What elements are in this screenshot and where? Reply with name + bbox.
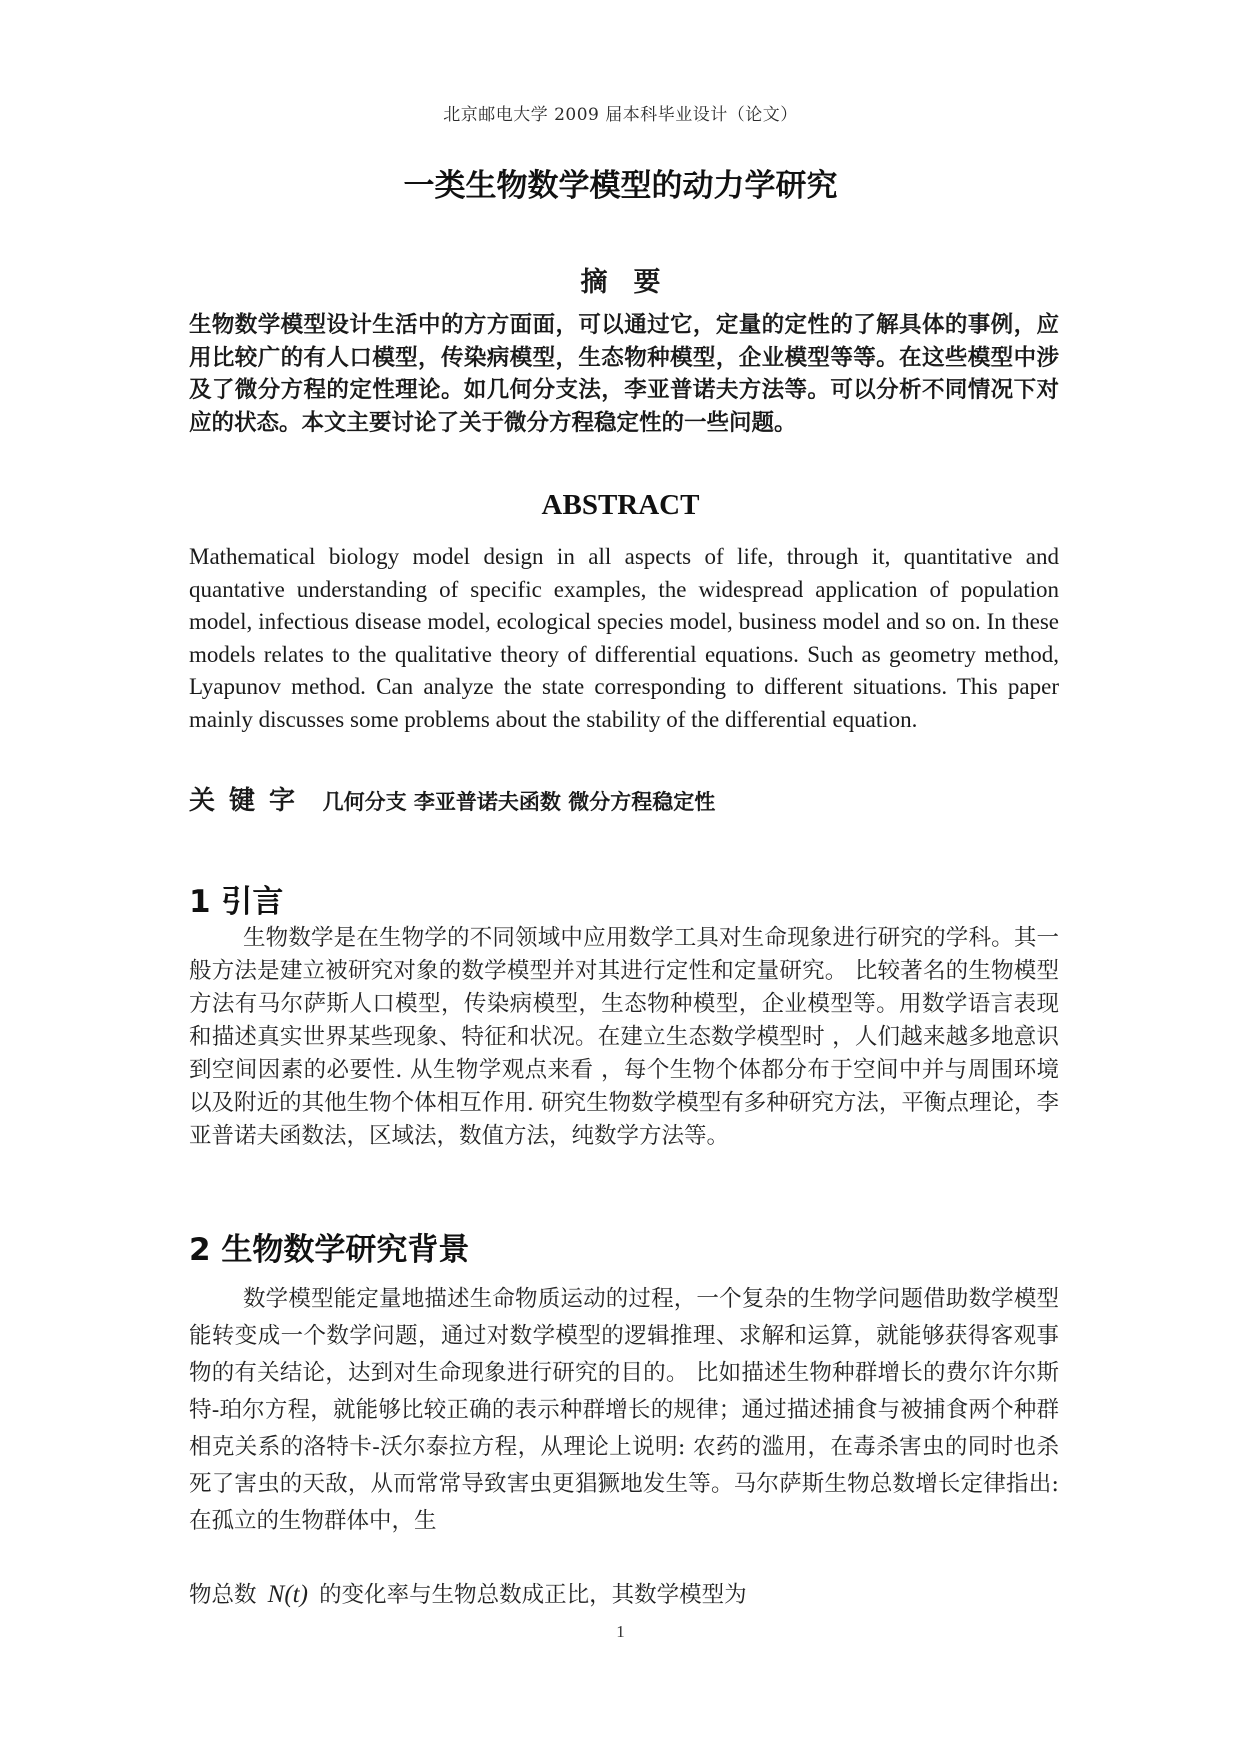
section-2-formula-line: [189, 1577, 1059, 1609]
section-1-heading: 1 引言: [189, 884, 284, 920]
abstract-en-text: Mathematical biology model design in all aspects of life, through it, quantitative and quantative understanding of specific examples, the widespread application of population model, infectious disease model, ecological species model, business model and so on. In these models relates to the qualitative theory of differential equations. Such as geometry method, Lyapunov method. Can analyze the state corresponding to different situations. This paper mainly discusses some problems about the stability of the differential equation.: [189, 544, 1059, 732]
keywords-line: [189, 780, 1059, 817]
abstract-cn-text: 生物数学模型设计生活中的方方面面，可以通过它，定量的定性的了解具体的事例，应用比较广的有人口模型，传染病模型，生态物种模型，企业模型等等。在这些模型中涉及了微分方程的定性理论。如几何分支法，李亚普诺夫方法等。可以分析不同情况下对应的状态。本文主要讨论了关于微分方程稳定性的一些问题。: [189, 312, 1059, 436]
section-1-paragraph: 生物数学是在生物学的不同领域中应用数学工具对生命现象进行研究的学科。其一般方法是建立被研究对象的数学模型并对其进行定性和定量研究。 比较著名的生物模型方法有马尔萨斯人口模型，传染病模型，生态物种模型，企业模型等。用数学语言表现和描述真实世界某些现象、特征和状况。在建立生态数学模型时 ，人们越来越多地意识到空间因素的必要性. 从生物学观点来看 ，每个生物个体都分布于空间中并与周围环境以及附近的其他生物个体相互作用. 研究生物数学模型有多种研究方法，平衡点理论，李亚普诺夫函数法，区域法，数值方法，纯数学方法等。: [189, 925, 1059, 1149]
section-2-paragraph: 数学模型能定量地描述生命物质运动的过程，一个复杂的生物学问题借助数学模型能转变成一个数学问题，通过对数学模型的逻辑推理、求解和运算，就能够获得客观事物的有关结论，达到对生命现象进行研究的目的。 比如描述生物种群增长的费尔许尔斯特-珀尔方程，就能够比较正确的表示种群增长的规律；通过描述捕食与被捕食两个种群相克关系的洛特卡-沃尔泰拉方程，从理论上说明: 农药的滥用，在毒杀害虫的同时也杀死了害虫的天敌，从而常常导致害虫更猖獗地发生等。马尔萨斯生物总数增长定律指出: 在孤立的生物群体中，生: [189, 1286, 1059, 1534]
paper-title: 一类生物数学模型的动力学研究: [403, 168, 838, 204]
formula-prefix: 物总数: [189, 1582, 257, 1608]
keywords-label: 关键字: [189, 786, 310, 816]
formula-math: N(t): [267, 1581, 308, 1608]
abstract-cn-heading: 摘要: [580, 267, 687, 298]
abstract-en-heading: ABSTRACT: [541, 489, 700, 521]
keywords-text: 几何分支 李亚普诺夫函数 微分方程稳定性: [322, 790, 716, 814]
section-2-heading: 2 生物数学研究背景: [189, 1232, 470, 1268]
page-number: 1: [616, 1622, 625, 1641]
formula-suffix: 的变化率与生物总数成正比，其数学模型为: [319, 1582, 747, 1608]
page-header: 北京邮电大学 2009 届本科毕业设计（论文）: [443, 105, 798, 125]
